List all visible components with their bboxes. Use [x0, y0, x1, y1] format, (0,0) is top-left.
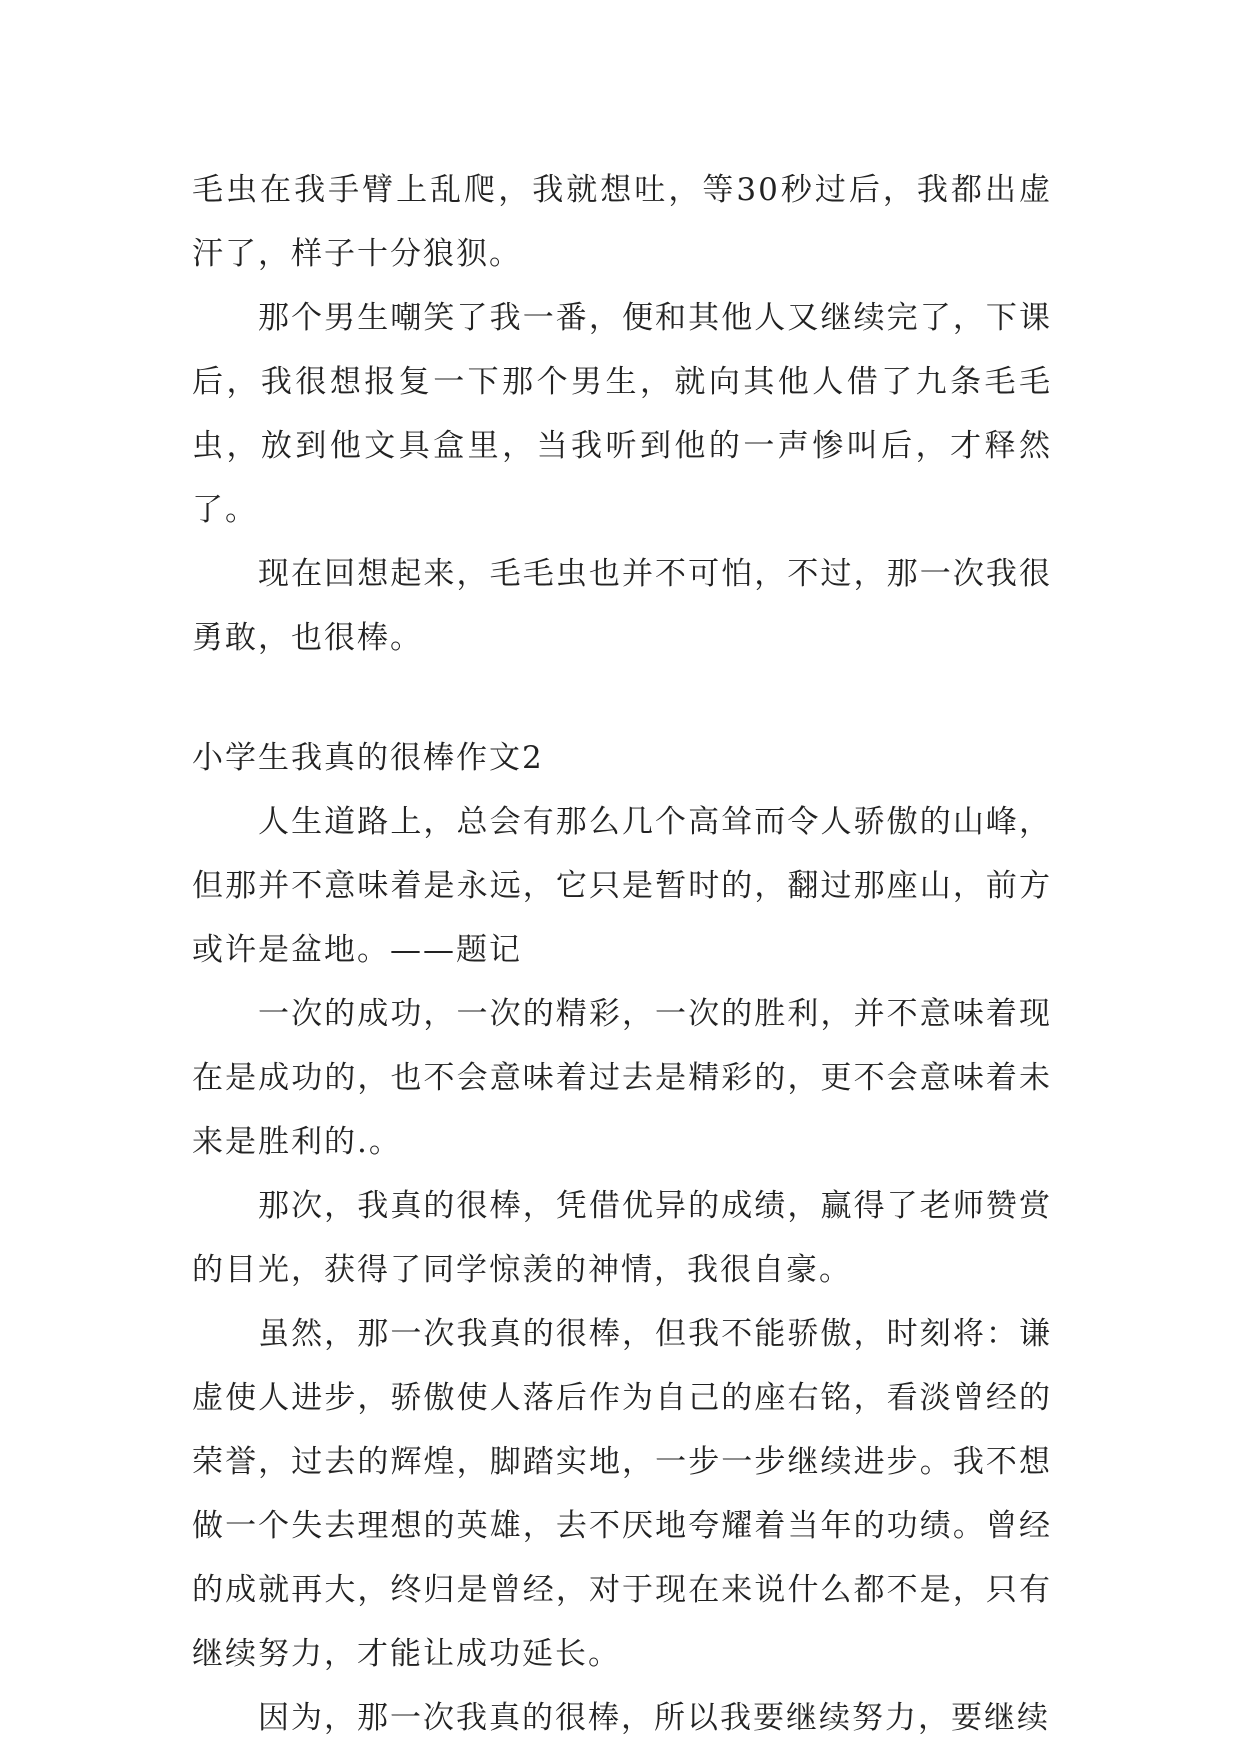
paragraph: 一次的成功，一次的精彩，一次的胜利，并不意味着现在是成功的，也不会意味着过去是精彩的，更不会意味着未来是胜利的.。	[192, 996, 1052, 1160]
section-spacer	[192, 670, 1052, 726]
paragraph: 人生道路上，总会有那么几个高耸而令人骄傲的山峰，但那并不意味着是永远，它只是暂时的，翻过那座山，前方或许是盆地。——题记	[192, 804, 1052, 968]
paragraph: 现在回想起来，毛毛虫也并不可怕，不过，那一次我很勇敢，也很棒。	[192, 556, 1052, 656]
paragraph: 那个男生嘲笑了我一番，便和其他人又继续完了，下课后，我很想报复一下那个男生，就向其他人借了九条毛毛虫，放到他文具盒里，当我听到他的一声惨叫后，才释然了。	[192, 300, 1052, 528]
paragraph: 毛虫在我手臂上乱爬，我就想吐，等30秒过后，我都出虚汗了，样子十分狼狈。	[192, 172, 1052, 272]
paragraph: 因为，那一次我真的很棒，所以我要继续努力，要继续	[258, 1700, 1050, 1736]
document-body	[192, 158, 1052, 1750]
section-title: 小学生我真的很棒作文2	[192, 740, 544, 776]
paragraph: 虽然，那一次我真的很棒，但我不能骄傲，时刻将：谦虚使人进步，骄傲使人落后作为自己的座右铭，看淡曾经的荣誉，过去的辉煌，脚踏实地，一步一步继续进步。我不想做一个失去理想的英雄，去不厌地夸耀着当年的功绩。曾经的成就再大，终归是曾经，对于现在来说什么都不是，只有继续努力，才能让成功延长。	[192, 1316, 1052, 1672]
paragraph: 那次，我真的很棒，凭借优异的成绩，赢得了老师赞赏的目光，获得了同学惊羡的神情，我很自豪。	[192, 1188, 1052, 1288]
